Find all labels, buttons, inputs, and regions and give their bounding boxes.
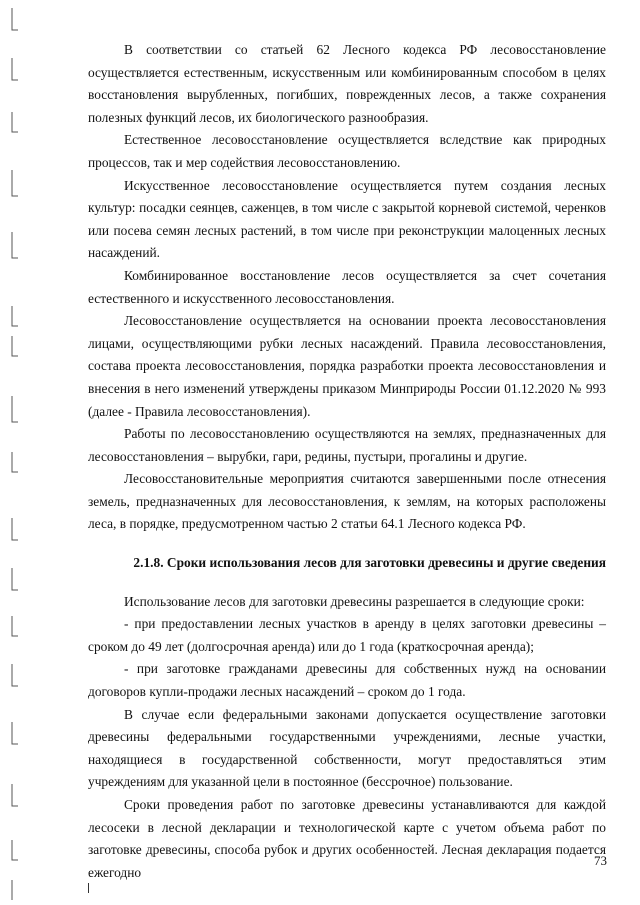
- paragraph: Лесовосстановление осуществляется на основании проекта лесовосстановления лицами, осуществляющими рубки лесных насаждений. Правила лесовосстановления, состава проекта лесовосстановления, порядка разработки проекта лесовосстановления и внесения в него изменений утверждены приказом Минприроды России 01.12.2020 № 993 (далее - Правила лесовосстановления).: [88, 313, 606, 419]
- paragraph: В соответствии со статьей 62 Лесного кодекса РФ лесовосстановление осуществляется естественным, искусственным или комбинированным способом в целях восстановления вырубленных, погибших, поврежденных лесов, а также сохранения полезных функций лесов, их биологического разнообразия.: [88, 42, 606, 125]
- page-number: 73: [594, 853, 607, 868]
- paragraph: Использование лесов для заготовки древесины разрешается в следующие сроки:: [124, 593, 585, 609]
- paragraph: В случае если федеральными законами допускается осуществление заготовки древесины федеральными государственными учреждениями, лесные участки, находящиеся в государственной собственности, могут предоставляться этим учреждениям для указанной цели в постоянное (бессрочное) пользование.: [88, 706, 606, 790]
- section-heading: 2.1.8. Сроки использования лесов для заготовки древесины и другие сведения: [133, 555, 606, 571]
- paragraph: Естественное лесовосстановление осуществляется вследствие как природных процессов, так и мер содействия лесовосстановлению.: [88, 132, 606, 170]
- paragraph: Сроки проведения работ по заготовке древесины устанавливаются для каждой лесосеки в лесной декларации и технологической карте с учетом объема работ по заготовке древесины, способа рубок и других особенностей. Лесная декларация подается ежегодно: [88, 797, 606, 880]
- list-item: - при заготовке гражданами древесины для собственных нужд на основании договоров купли-продажи лесных насаждений – сроком до 1 года.: [88, 661, 606, 700]
- body-text: [88, 39, 606, 884]
- binding-edge-marks: [0, 0, 30, 905]
- paragraph: Искусственное лесовосстановление осуществляется путем создания лесных культур: посадки сеянцев, саженцев, в том числе с закрытой корневой системой, черенков или посева семян лесных растений, в том числе при реконструкции малоценных лесных насаждений.: [88, 177, 606, 261]
- paragraph: Лесовосстановительные мероприятия считаются завершенными после отнесения земель, предназначенных для лесовосстановления, к землям, на которых расположены леса, в порядке, предусмотренном частью 2 статьи 64.1 Лесного кодекса РФ.: [88, 471, 606, 532]
- paragraph: Работы по лесовосстановлению осуществляются на землях, предназначенных для лесовосстановления – вырубки, гари, редины, пустыри, прогалины и другие.: [88, 426, 606, 464]
- scan-mark: [88, 883, 89, 893]
- list-item: - при предоставлении лесных участков в аренду в целях заготовки древесины – сроком до 49 лет (долгосрочная аренда) или до 1 года (краткосрочная аренда);: [88, 616, 606, 654]
- paragraph: Комбинированное восстановление лесов осуществляется за счет сочетания естественного и искусственного лесовосстановления.: [88, 267, 606, 306]
